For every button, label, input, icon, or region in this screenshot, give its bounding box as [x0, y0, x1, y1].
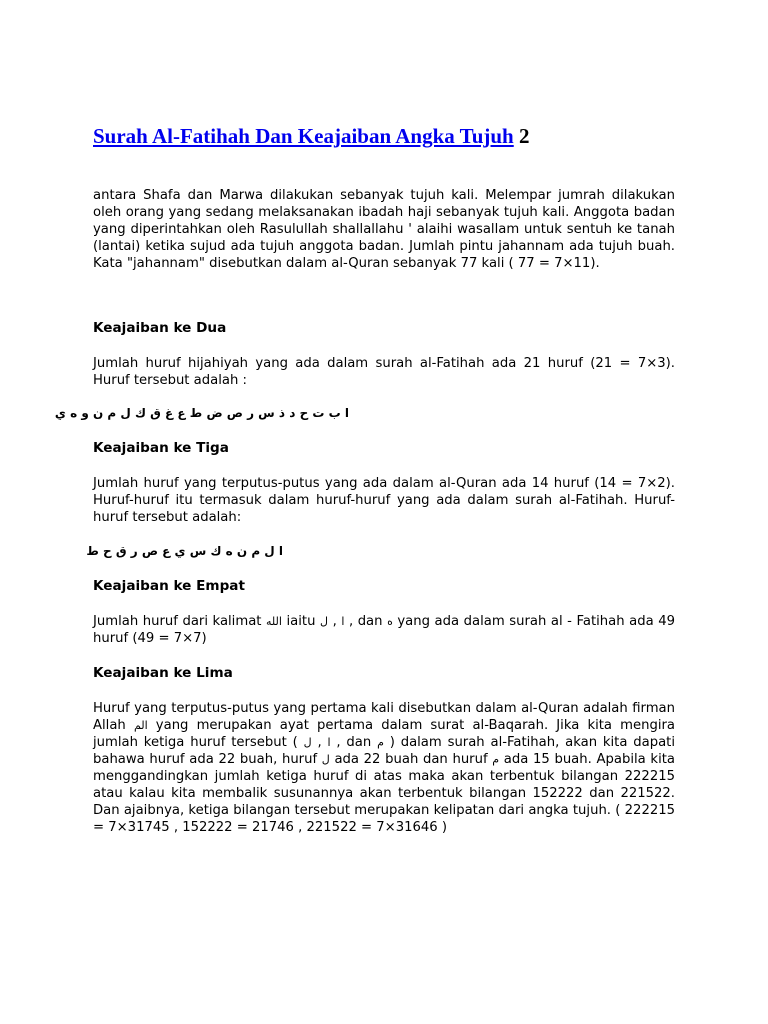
arabic-letter-alif: ا [341, 615, 345, 628]
paragraph-keajaiban-lima [93, 700, 675, 836]
text-span: , [328, 614, 342, 629]
text-span: ada 15 buah. Apabila kita menggandingkan jumlah ketiga huruf di atas maka akan terbentuk bilangan 222215 atau kalau kita membalik susunannya akan terbentuk bilangan 152222 dan 221522. Dan ajaibnya, ketiga bilangan tersebut merupakan kelipatan dari angka tujuh. ( 222215 = 7×31745 , 152222 = 21746 , 221522 = 7×31646 ) [93, 752, 675, 835]
text-span: Huruf yang terputus-putus yang pertama kali disebutkan dalam al-Quran adalah firman Allah [93, 701, 675, 733]
text-span: Jumlah huruf dari kalimat [93, 614, 267, 629]
arabic-word-alif-lam-mim: الم [133, 719, 148, 732]
text-span: ) dalam surah al-Fatihah, akan kita dapati bahawa huruf ada 22 buah, huruf [93, 735, 676, 767]
text-span: yang merupakan ayat pertama dalam surat al-Baqarah. Jika kita mengira jumlah ketiga huruf tersebut ( [93, 718, 675, 750]
arabic-letter-alif: ا [327, 736, 331, 749]
arabic-letter-lam: ل [320, 615, 329, 628]
paragraph-keajaiban-dua: Jumlah huruf hijahiyah yang ada dalam surah al-Fatihah ada 21 huruf (21 = 7×3). Huruf tersebut adalah : [93, 356, 675, 388]
title-number: 2 [519, 124, 530, 148]
arabic-letters-tiga: ا ل م ن ه ك س ي ع ص ر ق ح ط [86, 544, 283, 558]
arabic-letter-mim: م [377, 736, 384, 749]
title-link[interactable]: Surah Al-Fatihah Dan Keajaiban Angka Tujuh [93, 124, 514, 148]
heading-keajaiban-tiga: Keajaiban ke Tiga [93, 440, 229, 456]
heading-keajaiban-dua: Keajaiban ke Dua [93, 320, 227, 336]
heading-keajaiban-empat: Keajaiban ke Empat [93, 578, 245, 594]
text-span: yang ada dalam surah al - Fatihah ada 49 huruf (49 = 7×7) [93, 614, 676, 646]
arabic-letters-dua: ا ب ت ح د ذ س ر ص ض ط ع غ ق ك ل م ن و ه ي [54, 406, 349, 420]
arabic-letter-ha: ه [387, 615, 393, 628]
heading-keajaiban-lima: Keajaiban ke Lima [93, 665, 233, 681]
paragraph-keajaiban-empat [93, 613, 675, 647]
arabic-letter-mim: م [492, 753, 500, 766]
text-span: , [311, 735, 328, 750]
arabic-letter-lam: ل [321, 753, 330, 766]
text-span: , dan [330, 735, 378, 750]
paragraph-keajaiban-tiga: Jumlah huruf yang terputus-putus yang ada dalam al-Quran ada 14 huruf (14 = 7×2). Huruf-huruf itu termasuk dalam huruf-huruf yang ada dalam surah al-Fatihah. Huruf-huruf tersebut adalah: [93, 476, 675, 525]
intro-paragraph: antara Shafa dan Marwa dilakukan sebanyak tujuh kali. Melempar jumrah dilakukan oleh orang yang sedang melaksanakan ibadah haji sebanyak tujuh kali. Anggota badan yang diperintahkan oleh Rasulullah shallallahu ' alaihi wasallam untuk sentuh ke tanah (lantai) ketika sujud ada tujuh anggota badan. Jumlah pintu jahannam ada tujuh buah. Kata "jahannam" disebutkan dalam al-Quran sebanyak 77 kali ( 77 = 7×11). [93, 188, 675, 271]
text-span: , dan [344, 614, 388, 629]
page-title [93, 122, 530, 150]
text-span: iaitu [281, 614, 321, 629]
arabic-word-allah: الله [266, 615, 282, 628]
arabic-letter-lam: ل [303, 736, 312, 749]
text-span: ada 22 buah dan huruf [329, 752, 493, 767]
